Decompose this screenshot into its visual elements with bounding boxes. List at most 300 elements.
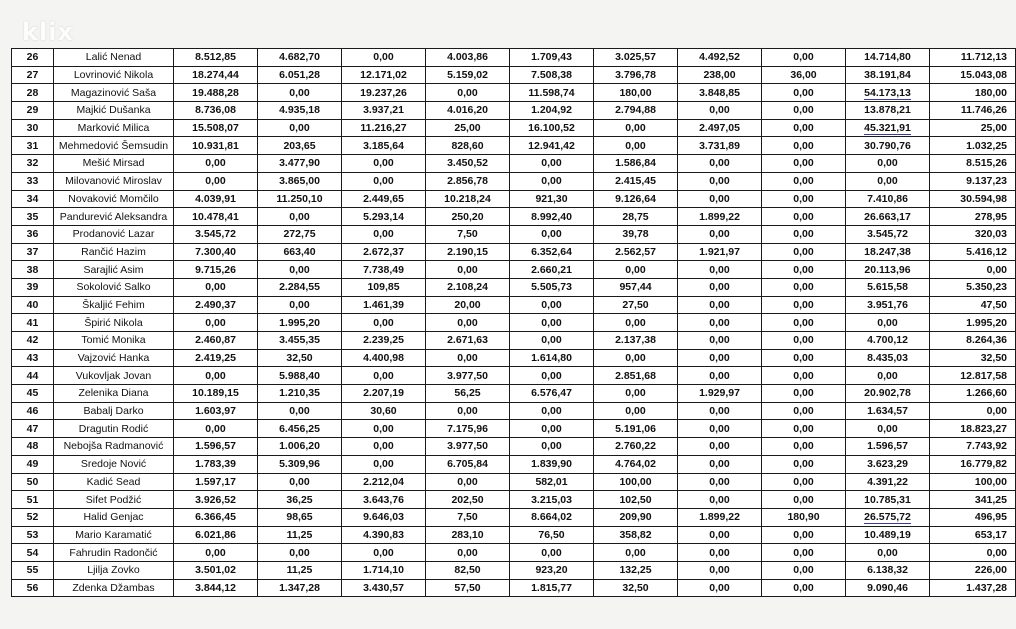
value-cell-5: 76,50 <box>510 526 594 544</box>
value-cell-3: 9.646,03 <box>342 508 426 526</box>
table-row <box>12 579 1016 597</box>
value-cell-1: 10.189,15 <box>174 385 258 403</box>
person-name: Ljilja Zovko <box>54 561 174 579</box>
value-cell-4: 3.450,52 <box>426 155 510 173</box>
value-cell-1: 0,00 <box>174 420 258 438</box>
value-cell-10: 7.743,92 <box>930 438 1016 456</box>
value-cell-7: 0,00 <box>678 349 762 367</box>
value-cell-10: 0,00 <box>930 261 1016 279</box>
value-cell-1: 2.460,87 <box>174 332 258 350</box>
value-cell-10: 320,03 <box>930 225 1016 243</box>
value-cell-2: 6.051,28 <box>258 66 342 84</box>
value-cell-8: 180,90 <box>762 508 846 526</box>
value-cell-6: 5.191,06 <box>594 420 678 438</box>
value-cell-6: 2.137,38 <box>594 332 678 350</box>
table-row <box>12 296 1016 314</box>
person-name: Halid Genjac <box>54 508 174 526</box>
value-cell-4: 7,50 <box>426 225 510 243</box>
person-name: Fahrudin Radončić <box>54 544 174 562</box>
value-cell-6: 1.586,84 <box>594 155 678 173</box>
value-cell-2: 11.250,10 <box>258 190 342 208</box>
value-cell-3: 2.449,65 <box>342 190 426 208</box>
table-row <box>12 155 1016 173</box>
value-cell-6: 180,00 <box>594 84 678 102</box>
row-number: 46 <box>12 402 54 420</box>
value-cell-5: 6.576,47 <box>510 385 594 403</box>
value-cell-8: 0,00 <box>762 455 846 473</box>
value-cell-8: 0,00 <box>762 84 846 102</box>
value-cell-10: 0,00 <box>930 544 1016 562</box>
value-cell-8: 0,00 <box>762 491 846 509</box>
value-cell-2: 272,75 <box>258 225 342 243</box>
value-cell-7: 0,00 <box>678 278 762 296</box>
value-cell-2: 5.988,40 <box>258 367 342 385</box>
value-cell-2: 3.865,00 <box>258 172 342 190</box>
row-number: 27 <box>12 66 54 84</box>
value-cell-9: 0,00 <box>846 172 930 190</box>
value-cell-4: 0,00 <box>426 473 510 491</box>
value-cell-6: 132,25 <box>594 561 678 579</box>
table-row <box>12 508 1016 526</box>
value-cell-3: 19.237,26 <box>342 84 426 102</box>
value-cell-9: 0,00 <box>846 367 930 385</box>
table-row <box>12 491 1016 509</box>
table-row <box>12 49 1016 67</box>
value-cell-9 <box>846 119 930 137</box>
value-cell-6: 2.415,45 <box>594 172 678 190</box>
value-cell-8: 0,00 <box>762 332 846 350</box>
value-cell-9: 8.435,03 <box>846 349 930 367</box>
value-cell-7: 0,00 <box>678 579 762 597</box>
value-cell-3: 2.212,04 <box>342 473 426 491</box>
value-cell-5: 7.508,38 <box>510 66 594 84</box>
value-cell-6: 0,00 <box>594 385 678 403</box>
table-row <box>12 332 1016 350</box>
row-number: 38 <box>12 261 54 279</box>
value-cell-2: 1.006,20 <box>258 438 342 456</box>
value-cell-5: 0,00 <box>510 438 594 456</box>
value-cell-7: 0,00 <box>678 473 762 491</box>
value-cell-7: 0,00 <box>678 526 762 544</box>
value-cell-3: 3.643,76 <box>342 491 426 509</box>
row-number: 32 <box>12 155 54 173</box>
person-name: Lovrinović Nikola <box>54 66 174 84</box>
row-number: 37 <box>12 243 54 261</box>
value-cell-3: 0,00 <box>342 172 426 190</box>
value-cell-2: 5.309,96 <box>258 455 342 473</box>
value-cell-2: 0,00 <box>258 208 342 226</box>
value-cell-6: 9.126,64 <box>594 190 678 208</box>
value-cell-10: 653,17 <box>930 526 1016 544</box>
value-cell-9: 20.902,78 <box>846 385 930 403</box>
value-cell-7: 3.731,89 <box>678 137 762 155</box>
value-cell-6: 0,00 <box>594 349 678 367</box>
value-cell-7: 0,00 <box>678 261 762 279</box>
value-cell-10: 25,00 <box>930 119 1016 137</box>
value-cell-1: 0,00 <box>174 172 258 190</box>
row-number: 40 <box>12 296 54 314</box>
value-cell-3: 3.937,21 <box>342 102 426 120</box>
value-cell-1: 19.488,28 <box>174 84 258 102</box>
row-number: 41 <box>12 314 54 332</box>
value-cell-2: 0,00 <box>258 119 342 137</box>
value-cell-3: 30,60 <box>342 402 426 420</box>
row-number: 33 <box>12 172 54 190</box>
value-cell-1: 2.419,25 <box>174 349 258 367</box>
value-cell-6: 2.794,88 <box>594 102 678 120</box>
value-cell-10: 9.137,23 <box>930 172 1016 190</box>
value-cell-2: 663,40 <box>258 243 342 261</box>
value-cell-7: 238,00 <box>678 66 762 84</box>
value-cell-7: 0,00 <box>678 332 762 350</box>
value-cell-6: 957,44 <box>594 278 678 296</box>
table-row <box>12 349 1016 367</box>
value-cell-3: 2.672,37 <box>342 243 426 261</box>
row-number: 54 <box>12 544 54 562</box>
value-cell-1: 3.545,72 <box>174 225 258 243</box>
row-number: 49 <box>12 455 54 473</box>
value-cell-9: 3.951,76 <box>846 296 930 314</box>
table-row <box>12 385 1016 403</box>
underlined-value: 45.321,91 <box>864 122 911 135</box>
value-cell-7: 0,00 <box>678 544 762 562</box>
value-cell-4: 828,60 <box>426 137 510 155</box>
value-cell-10: 12.817,58 <box>930 367 1016 385</box>
value-cell-1: 1.597,17 <box>174 473 258 491</box>
value-cell-5: 8.992,40 <box>510 208 594 226</box>
value-cell-2: 6.456,25 <box>258 420 342 438</box>
value-cell-7: 0,00 <box>678 102 762 120</box>
value-cell-5: 1.839,90 <box>510 455 594 473</box>
value-cell-3: 2.239,25 <box>342 332 426 350</box>
value-cell-10: 8.515,26 <box>930 155 1016 173</box>
value-cell-8: 0,00 <box>762 172 846 190</box>
value-cell-2: 0,00 <box>258 544 342 562</box>
value-cell-6: 100,00 <box>594 473 678 491</box>
value-cell-7: 1.929,97 <box>678 385 762 403</box>
person-name: Prodanović Lazar <box>54 225 174 243</box>
value-cell-5: 6.352,64 <box>510 243 594 261</box>
value-cell-1: 7.300,40 <box>174 243 258 261</box>
value-cell-4: 0,00 <box>426 314 510 332</box>
value-cell-6: 209,90 <box>594 508 678 526</box>
value-cell-10: 32,50 <box>930 349 1016 367</box>
value-cell-9: 3.545,72 <box>846 225 930 243</box>
row-number: 51 <box>12 491 54 509</box>
value-cell-1: 3.844,12 <box>174 579 258 597</box>
person-name: Novaković Momčilo <box>54 190 174 208</box>
value-cell-6: 0,00 <box>594 119 678 137</box>
value-cell-1: 10.931,81 <box>174 137 258 155</box>
value-cell-7: 0,00 <box>678 155 762 173</box>
person-name: Nebojša Radmanović <box>54 438 174 456</box>
row-number: 39 <box>12 278 54 296</box>
value-cell-5: 2.660,21 <box>510 261 594 279</box>
value-cell-8: 0,00 <box>762 261 846 279</box>
value-cell-10: 1.437,28 <box>930 579 1016 597</box>
value-cell-8: 0,00 <box>762 225 846 243</box>
value-cell-4: 250,20 <box>426 208 510 226</box>
value-cell-6: 4.764,02 <box>594 455 678 473</box>
value-cell-4: 0,00 <box>426 544 510 562</box>
value-cell-7: 0,00 <box>678 296 762 314</box>
underlined-value: 54.173,13 <box>864 86 911 99</box>
value-cell-3: 12.171,02 <box>342 66 426 84</box>
row-number: 45 <box>12 385 54 403</box>
value-cell-1: 9.715,26 <box>174 261 258 279</box>
value-cell-5: 5.505,73 <box>510 278 594 296</box>
value-cell-8: 0,00 <box>762 561 846 579</box>
value-cell-2: 11,25 <box>258 526 342 544</box>
value-cell-9: 10.785,31 <box>846 491 930 509</box>
value-cell-2: 36,25 <box>258 491 342 509</box>
value-cell-1: 18.274,44 <box>174 66 258 84</box>
row-number: 28 <box>12 84 54 102</box>
value-cell-8: 0,00 <box>762 314 846 332</box>
value-cell-2: 0,00 <box>258 261 342 279</box>
value-cell-9 <box>846 84 930 102</box>
value-cell-7: 0,00 <box>678 314 762 332</box>
value-cell-10: 15.043,08 <box>930 66 1016 84</box>
table-row <box>12 261 1016 279</box>
value-cell-2: 4.935,18 <box>258 102 342 120</box>
value-cell-3: 1.461,39 <box>342 296 426 314</box>
person-name: Škaljić Fehim <box>54 296 174 314</box>
value-cell-10: 11.712,13 <box>930 49 1016 67</box>
value-cell-10: 16.779,82 <box>930 455 1016 473</box>
value-cell-5: 8.664,02 <box>510 508 594 526</box>
value-cell-7: 3.848,85 <box>678 84 762 102</box>
value-cell-2: 11,25 <box>258 561 342 579</box>
expense-table-sheet <box>11 48 1007 597</box>
value-cell-5: 582,01 <box>510 473 594 491</box>
value-cell-4: 5.159,02 <box>426 66 510 84</box>
value-cell-9: 4.700,12 <box>846 332 930 350</box>
value-cell-9: 0,00 <box>846 420 930 438</box>
row-number: 36 <box>12 225 54 243</box>
value-cell-1: 0,00 <box>174 155 258 173</box>
value-cell-3: 0,00 <box>342 438 426 456</box>
value-cell-1: 3.926,52 <box>174 491 258 509</box>
value-cell-6: 102,50 <box>594 491 678 509</box>
value-cell-9: 0,00 <box>846 544 930 562</box>
value-cell-10: 100,00 <box>930 473 1016 491</box>
value-cell-2: 98,65 <box>258 508 342 526</box>
value-cell-8: 0,00 <box>762 243 846 261</box>
table-row <box>12 438 1016 456</box>
value-cell-9: 7.410,86 <box>846 190 930 208</box>
value-cell-3: 0,00 <box>342 225 426 243</box>
value-cell-7: 0,00 <box>678 402 762 420</box>
value-cell-6: 3.025,57 <box>594 49 678 67</box>
table-row <box>12 225 1016 243</box>
value-cell-3: 0,00 <box>342 367 426 385</box>
value-cell-4: 3.977,50 <box>426 438 510 456</box>
row-number: 48 <box>12 438 54 456</box>
person-name: Sifet Podžić <box>54 491 174 509</box>
value-cell-1: 4.039,91 <box>174 190 258 208</box>
value-cell-4: 2.108,24 <box>426 278 510 296</box>
value-cell-10: 30.594,98 <box>930 190 1016 208</box>
person-name: Sokolović Salko <box>54 278 174 296</box>
value-cell-4: 0,00 <box>426 261 510 279</box>
value-cell-1: 10.478,41 <box>174 208 258 226</box>
value-cell-9: 5.615,58 <box>846 278 930 296</box>
value-cell-8: 0,00 <box>762 367 846 385</box>
value-cell-10: 180,00 <box>930 84 1016 102</box>
person-name: Zdenka Džambas <box>54 579 174 597</box>
value-cell-4: 7.175,96 <box>426 420 510 438</box>
table-row <box>12 84 1016 102</box>
value-cell-3: 4.400,98 <box>342 349 426 367</box>
value-cell-7: 0,00 <box>678 190 762 208</box>
value-cell-5: 0,00 <box>510 296 594 314</box>
value-cell-3: 4.390,83 <box>342 526 426 544</box>
value-cell-9: 6.138,32 <box>846 561 930 579</box>
value-cell-2: 32,50 <box>258 349 342 367</box>
value-cell-4: 25,00 <box>426 119 510 137</box>
value-cell-9: 9.090,46 <box>846 579 930 597</box>
value-cell-9: 3.623,29 <box>846 455 930 473</box>
table-row <box>12 208 1016 226</box>
table-body <box>12 49 1016 597</box>
value-cell-3: 109,85 <box>342 278 426 296</box>
row-number: 42 <box>12 332 54 350</box>
table-row <box>12 526 1016 544</box>
value-cell-9: 14.714,80 <box>846 49 930 67</box>
value-cell-7: 0,00 <box>678 491 762 509</box>
person-name: Dragutin Rodić <box>54 420 174 438</box>
row-number: 50 <box>12 473 54 491</box>
value-cell-4: 20,00 <box>426 296 510 314</box>
value-cell-5: 923,20 <box>510 561 594 579</box>
value-cell-8: 0,00 <box>762 579 846 597</box>
value-cell-9: 0,00 <box>846 314 930 332</box>
value-cell-5: 0,00 <box>510 155 594 173</box>
value-cell-4: 2.190,15 <box>426 243 510 261</box>
value-cell-5: 0,00 <box>510 367 594 385</box>
value-cell-8: 0,00 <box>762 137 846 155</box>
row-number: 52 <box>12 508 54 526</box>
person-name: Mehmedović Šemsudin <box>54 137 174 155</box>
value-cell-4: 0,00 <box>426 349 510 367</box>
table-row <box>12 119 1016 137</box>
value-cell-9: 18.247,38 <box>846 243 930 261</box>
value-cell-9: 1.634,57 <box>846 402 930 420</box>
value-cell-6: 3.796,78 <box>594 66 678 84</box>
value-cell-4: 4.003,86 <box>426 49 510 67</box>
value-cell-5: 0,00 <box>510 314 594 332</box>
value-cell-9: 38.191,84 <box>846 66 930 84</box>
table-row <box>12 102 1016 120</box>
value-cell-5: 921,30 <box>510 190 594 208</box>
value-cell-5: 1.815,77 <box>510 579 594 597</box>
value-cell-2: 203,65 <box>258 137 342 155</box>
value-cell-5: 0,00 <box>510 332 594 350</box>
value-cell-9: 13.878,21 <box>846 102 930 120</box>
value-cell-10: 1.032,25 <box>930 137 1016 155</box>
value-cell-5: 1.204,92 <box>510 102 594 120</box>
value-cell-6: 32,50 <box>594 579 678 597</box>
value-cell-10: 5.416,12 <box>930 243 1016 261</box>
value-cell-5: 0,00 <box>510 172 594 190</box>
value-cell-8: 0,00 <box>762 402 846 420</box>
value-cell-4: 202,50 <box>426 491 510 509</box>
row-number: 43 <box>12 349 54 367</box>
value-cell-6: 2.760,22 <box>594 438 678 456</box>
value-cell-5: 0,00 <box>510 420 594 438</box>
value-cell-4: 56,25 <box>426 385 510 403</box>
value-cell-7: 1.899,22 <box>678 208 762 226</box>
value-cell-2: 3.477,90 <box>258 155 342 173</box>
value-cell-7: 0,00 <box>678 561 762 579</box>
value-cell-8: 0,00 <box>762 385 846 403</box>
value-cell-5: 0,00 <box>510 225 594 243</box>
value-cell-8: 0,00 <box>762 49 846 67</box>
value-cell-1: 8.736,08 <box>174 102 258 120</box>
person-name: Vajzović Hanka <box>54 349 174 367</box>
value-cell-8: 0,00 <box>762 208 846 226</box>
person-name: Lalić Nenad <box>54 49 174 67</box>
value-cell-3: 0,00 <box>342 455 426 473</box>
value-cell-3: 0,00 <box>342 544 426 562</box>
value-cell-9: 20.113,96 <box>846 261 930 279</box>
person-name: Zelenika Diana <box>54 385 174 403</box>
value-cell-2: 2.284,55 <box>258 278 342 296</box>
value-cell-7: 1.899,22 <box>678 508 762 526</box>
table-row <box>12 278 1016 296</box>
value-cell-6: 0,00 <box>594 314 678 332</box>
value-cell-5: 11.598,74 <box>510 84 594 102</box>
value-cell-10: 5.350,23 <box>930 278 1016 296</box>
underlined-value: 26.575,72 <box>864 511 911 524</box>
value-cell-6: 2.851,68 <box>594 367 678 385</box>
value-cell-1: 1.783,39 <box>174 455 258 473</box>
row-number: 44 <box>12 367 54 385</box>
value-cell-4: 10.218,24 <box>426 190 510 208</box>
value-cell-3: 11.216,27 <box>342 119 426 137</box>
row-number: 53 <box>12 526 54 544</box>
person-name: Sredoje Nović <box>54 455 174 473</box>
value-cell-1: 0,00 <box>174 367 258 385</box>
value-cell-5: 3.215,03 <box>510 491 594 509</box>
person-name: Milovanović Miroslav <box>54 172 174 190</box>
value-cell-2: 3.455,35 <box>258 332 342 350</box>
value-cell-7: 0,00 <box>678 172 762 190</box>
person-name: Mario Karamatić <box>54 526 174 544</box>
value-cell-10: 8.264,36 <box>930 332 1016 350</box>
row-number: 26 <box>12 49 54 67</box>
value-cell-5: 16.100,52 <box>510 119 594 137</box>
value-cell-1: 2.490,37 <box>174 296 258 314</box>
table-row <box>12 66 1016 84</box>
value-cell-1: 1.596,57 <box>174 438 258 456</box>
value-cell-6: 0,00 <box>594 402 678 420</box>
person-name: Rančić Hazim <box>54 243 174 261</box>
row-number: 56 <box>12 579 54 597</box>
row-number: 29 <box>12 102 54 120</box>
value-cell-4: 2.856,78 <box>426 172 510 190</box>
klix-watermark: klix <box>22 18 74 46</box>
value-cell-1: 6.366,45 <box>174 508 258 526</box>
value-cell-2: 0,00 <box>258 84 342 102</box>
value-cell-5: 1.709,43 <box>510 49 594 67</box>
value-cell-3: 0,00 <box>342 314 426 332</box>
value-cell-1: 0,00 <box>174 544 258 562</box>
row-number: 31 <box>12 137 54 155</box>
value-cell-8: 0,00 <box>762 296 846 314</box>
value-cell-1: 0,00 <box>174 314 258 332</box>
